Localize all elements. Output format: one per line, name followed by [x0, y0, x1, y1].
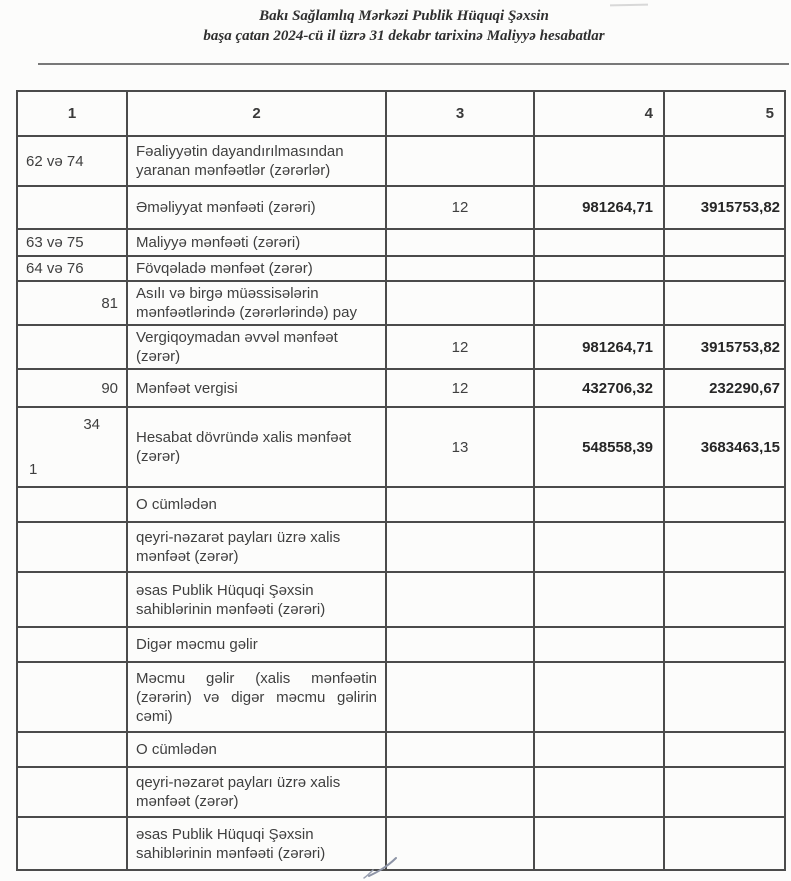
table-row [17, 256, 785, 281]
row-label: Digər məcmu gəlir [127, 627, 386, 662]
row-label: O cümlədən [127, 732, 386, 767]
account-code [17, 522, 127, 572]
document-title-line1: Bakı Sağlamlıq Mərkəzi Publik Hüquqi Şəxsin [259, 8, 549, 24]
table-row [17, 369, 785, 407]
value-previous [664, 627, 785, 662]
value-current [534, 256, 664, 281]
value-current [534, 572, 664, 627]
account-code [17, 407, 127, 487]
pen-mark-squiggle [360, 855, 404, 881]
financial-statement-table [16, 90, 786, 871]
account-code [17, 732, 127, 767]
value-current [534, 732, 664, 767]
value-previous [664, 229, 785, 256]
note-ref [386, 522, 534, 572]
value-previous: 3915753,82 [664, 186, 785, 229]
table-row [17, 732, 785, 767]
row-label: Fəaliyyətin dayandırılmasından yaranan mənfəətlər (zərərlər) [127, 136, 386, 186]
value-previous: 3683463,15 [664, 407, 785, 487]
note-ref [386, 627, 534, 662]
value-current [534, 767, 664, 817]
account-code [17, 662, 127, 732]
column-header-2: 2 [127, 91, 386, 136]
column-header-5: 5 [664, 91, 785, 136]
value-previous [664, 487, 785, 522]
note-ref [386, 229, 534, 256]
table-row [17, 136, 785, 186]
table-header-row [17, 91, 785, 136]
value-previous [664, 767, 785, 817]
note-ref [386, 487, 534, 522]
row-label: Fövqəladə mənfəət (zərər) [127, 256, 386, 281]
table-row [17, 281, 785, 325]
account-code [17, 767, 127, 817]
row-label: Mənfəət vergisi [127, 369, 386, 407]
note-ref: 12 [386, 325, 534, 369]
value-previous [664, 136, 785, 186]
account-code: 62 və 74 [17, 136, 127, 186]
table-row [17, 186, 785, 229]
note-ref [386, 817, 534, 870]
account-code [17, 186, 127, 229]
account-code [17, 572, 127, 627]
row-label: Asılı və birgə müəssisələrin mənfəətlərində (zərərlərində) pay [127, 281, 386, 325]
table-row [17, 229, 785, 256]
table-row [17, 662, 785, 732]
note-ref: 12 [386, 186, 534, 229]
document-title-line2: başa çatan 2024-cü il üzrə 31 dekabr tarixinə Maliyyə hesabatlar [203, 28, 605, 44]
table-row [17, 767, 785, 817]
value-previous [664, 662, 785, 732]
value-previous: 232290,67 [664, 369, 785, 407]
value-previous [664, 256, 785, 281]
document-title [14, 6, 791, 46]
column-header-1: 1 [17, 91, 127, 136]
column-header-4: 4 [534, 91, 664, 136]
account-code: 63 və 75 [17, 229, 127, 256]
value-current [534, 229, 664, 256]
row-label: əsas Publik Hüquqi Şəxsin sahiblərinin mənfəəti (zərəri) [127, 817, 386, 870]
row-label: qeyri-nəzarət payları üzrə xalis mənfəət (zərər) [127, 767, 386, 817]
note-ref: 12 [386, 369, 534, 407]
value-current [534, 522, 664, 572]
account-code-extra: 1 [29, 461, 38, 478]
value-current [534, 662, 664, 732]
account-code [17, 325, 127, 369]
note-ref [386, 662, 534, 732]
row-label: Vergiqoymadan əvvəl mənfəət (zərər) [127, 325, 386, 369]
row-label: Məcmu gəlir (xalis mənfəətin (zərərin) və digər məcmu gəlirin cəmi) [127, 662, 386, 732]
value-previous [664, 572, 785, 627]
value-current [534, 136, 664, 186]
value-current: 548558,39 [534, 407, 664, 487]
row-label: əsas Publik Hüquqi Şəxsin sahiblərinin mənfəəti (zərəri) [127, 572, 386, 627]
value-current [534, 817, 664, 870]
value-current: 981264,71 [534, 325, 664, 369]
note-ref: 13 [386, 407, 534, 487]
value-current [534, 627, 664, 662]
note-ref [386, 767, 534, 817]
account-code: 81 [17, 281, 127, 325]
account-code: 90 [17, 369, 127, 407]
value-current: 981264,71 [534, 186, 664, 229]
value-previous [664, 817, 785, 870]
row-label: qeyri-nəzarət payları üzrə xalis mənfəət (zərər) [127, 522, 386, 572]
table-row [17, 407, 785, 487]
value-current: 432706,32 [534, 369, 664, 407]
table-row [17, 487, 785, 522]
value-previous [664, 281, 785, 325]
value-previous [664, 732, 785, 767]
row-label: Hesabat dövründə xalis mənfəət (zərər) [127, 407, 386, 487]
value-previous [664, 522, 785, 572]
row-label: O cümlədən [127, 487, 386, 522]
value-previous: 3915753,82 [664, 325, 785, 369]
table-row [17, 522, 785, 572]
column-header-3: 3 [386, 91, 534, 136]
note-ref [386, 281, 534, 325]
account-code-main: 34 [83, 416, 100, 433]
account-code [17, 487, 127, 522]
note-ref [386, 732, 534, 767]
header-divider-line [38, 63, 789, 65]
account-code: 64 və 76 [17, 256, 127, 281]
value-current [534, 487, 664, 522]
note-ref [386, 136, 534, 186]
account-code [17, 817, 127, 870]
account-code [17, 627, 127, 662]
table-row [17, 325, 785, 369]
table-row [17, 572, 785, 627]
table-row [17, 627, 785, 662]
row-label: Əməliyyat mənfəəti (zərəri) [127, 186, 386, 229]
note-ref [386, 256, 534, 281]
note-ref [386, 572, 534, 627]
value-current [534, 281, 664, 325]
row-label: Maliyyə mənfəəti (zərəri) [127, 229, 386, 256]
